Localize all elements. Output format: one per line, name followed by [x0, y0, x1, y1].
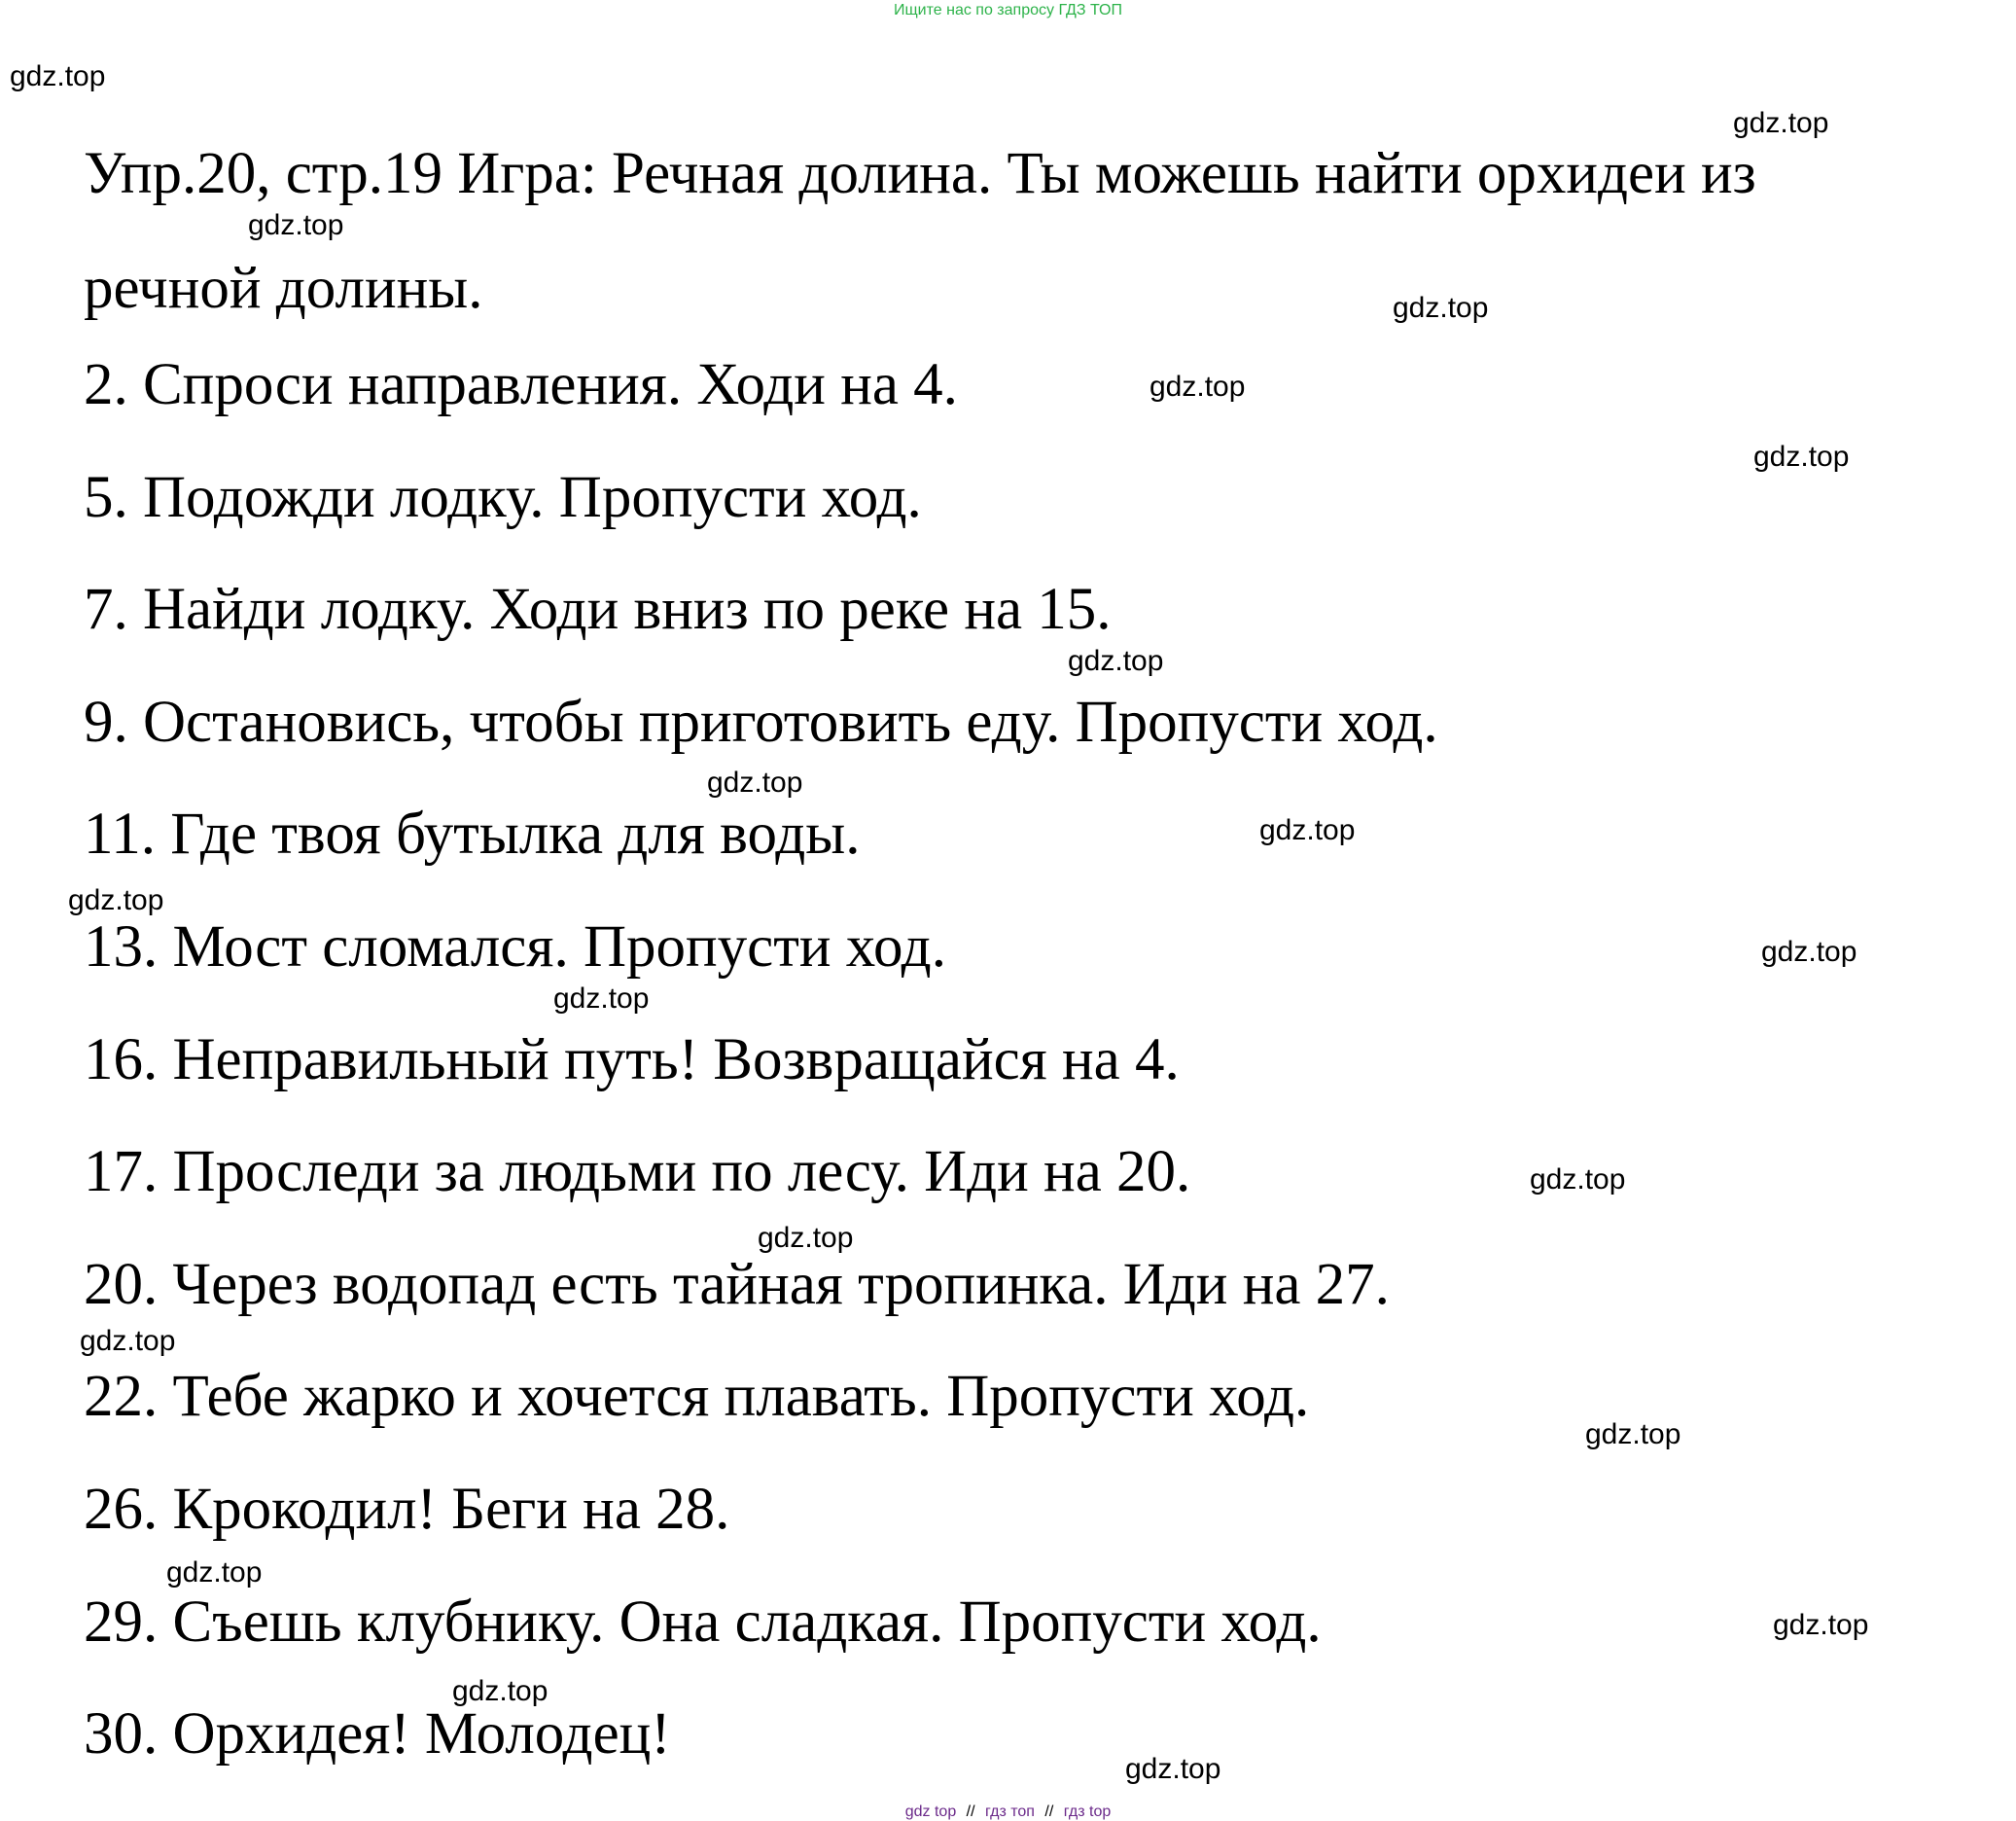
exercise-heading	[84, 117, 1990, 346]
watermark: gdz.top	[10, 60, 106, 92]
top-banner: Ищите нас по запросу ГДЗ ТОП	[894, 2, 1122, 18]
watermark: gdz.top	[758, 1222, 854, 1254]
watermark: gdz.top	[1753, 441, 1850, 473]
footer	[0, 1803, 2016, 1821]
list-item: 30. Орхидея! Молодец!	[84, 1701, 671, 1767]
watermark: gdz.top	[1125, 1753, 1221, 1785]
list-item: 22. Тебе жарко и хочется плавать. Пропусти ход.	[84, 1364, 1310, 1429]
list-item: 26. Крокодил! Беги на 28.	[84, 1477, 730, 1542]
watermark: gdz.top	[1149, 371, 1246, 403]
watermark: gdz.top	[1530, 1163, 1626, 1196]
list-item: 9. Остановись, чтобы приготовить еду. Пропусти ход.	[84, 690, 1438, 755]
watermark: gdz.top	[1761, 936, 1857, 968]
watermark: gdz.top	[707, 767, 803, 799]
footer-separator: //	[966, 1803, 975, 1820]
watermark: gdz.top	[68, 884, 164, 916]
footer-link[interactable]: gdz top	[904, 1803, 957, 1820]
watermark: gdz.top	[1393, 292, 1489, 324]
heading-line-2: речной долины.	[84, 256, 483, 321]
watermark: gdz.top	[1773, 1609, 1869, 1641]
list-item: 17. Проследи за людьми по лесу. Иди на 20.	[84, 1139, 1191, 1204]
list-item: 5. Подожди лодку. Пропусти ход.	[84, 465, 922, 530]
list-item: 20. Через водопад есть тайная тропинка. Иди на 27.	[84, 1252, 1390, 1317]
watermark: gdz.top	[553, 982, 650, 1015]
watermark: gdz.top	[80, 1325, 176, 1357]
watermark: gdz.top	[1068, 645, 1164, 677]
watermark: gdz.top	[1259, 814, 1356, 846]
list-item: 13. Мост сломался. Пропусти ход.	[84, 914, 946, 980]
watermark: gdz.top	[248, 209, 344, 241]
watermark: gdz.top	[1585, 1418, 1681, 1450]
footer-separator: //	[1044, 1803, 1054, 1820]
list-item: 2. Спроси направления. Ходи на 4.	[84, 352, 958, 417]
list-item: 29. Съешь клубнику. Она сладкая. Пропусти ход.	[84, 1589, 1322, 1655]
footer-link[interactable]: гдз top	[1063, 1803, 1112, 1820]
list-item: 11. Где твоя бутылка для воды.	[84, 802, 861, 867]
list-item: 7. Найди лодку. Ходи вниз по реке на 15.	[84, 577, 1112, 642]
list-item: 16. Неправильный путь! Возвращайся на 4.	[84, 1027, 1180, 1092]
footer-link[interactable]: гдз топ	[985, 1803, 1035, 1820]
watermark: gdz.top	[166, 1556, 263, 1589]
heading-line-1: Упр.20, стр.19 Игра: Речная долина. Ты можешь найти орхидеи из	[84, 141, 1756, 206]
watermark: gdz.top	[452, 1675, 548, 1707]
watermark: gdz.top	[1733, 107, 1829, 139]
